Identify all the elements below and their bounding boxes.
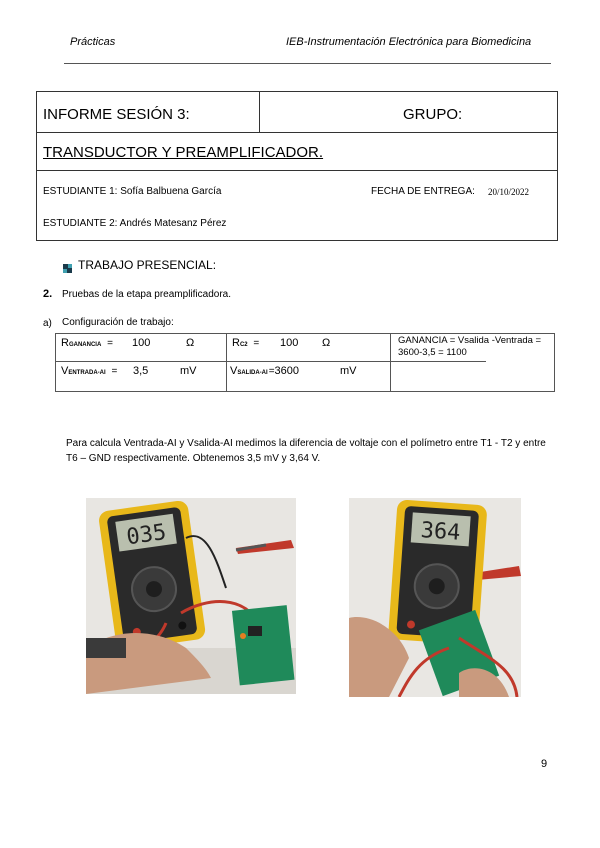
vin-cell <box>61 365 117 377</box>
item-number: 2. <box>43 288 53 300</box>
left-multimeter-photo <box>86 498 296 694</box>
rc2-label: R <box>232 337 240 349</box>
header-left: Prácticas <box>70 36 116 48</box>
header-rule <box>64 63 551 64</box>
r-ganancia-eq: = <box>107 338 113 349</box>
gain-formula: GANANCIA = Vsalida -Ventrada = 3600-3,5 = 1100 <box>398 335 542 358</box>
section-heading: TRABAJO PRESENCIAL: <box>78 258 217 272</box>
vout-label: V <box>230 365 238 377</box>
measurement-paragraph: Para calcula Ventrada-AI y Vsalida-AI medimos la diferencia de voltaje con el polímetro entre T1 - T2 y entre T6 – GND respectivamente. Obtenemos 3,5 mV y 3,64 V. <box>66 438 546 464</box>
rc2-sub: C2 <box>239 342 248 348</box>
rc2-eq: = <box>253 338 260 349</box>
due-label: FECHA DE ENTREGA: <box>371 186 475 197</box>
section-bullet-icon <box>63 260 72 269</box>
r-ganancia-unit: Ω <box>186 337 195 349</box>
student-1: ESTUDIANTE 1: Sofía Balbuena García <box>43 186 222 197</box>
title-row <box>37 92 557 133</box>
r-ganancia-label: R <box>61 337 69 349</box>
config-table <box>55 333 555 392</box>
left-display-reading: 035 <box>125 519 168 551</box>
vout-cell <box>230 365 299 377</box>
due-date: 20/10/2022 <box>488 187 530 197</box>
sub-text: Configuración de trabajo: <box>62 317 174 328</box>
report-subtitle: TRANSDUCTOR Y PREAMPLIFICADOR. <box>43 144 324 161</box>
cfg-vline-2 <box>390 334 391 391</box>
title-divider <box>259 92 260 132</box>
student-2: ESTUDIANTE 2: Andrés Matesanz Pérez <box>43 218 227 229</box>
vout-unit: mV <box>340 365 357 377</box>
rc2-cell <box>232 337 259 349</box>
group-label: GRUPO: <box>403 106 463 123</box>
rc2-value: 100 <box>280 337 299 349</box>
vout-eq: = <box>268 366 275 377</box>
header-right: IEB-Instrumentación Electrónica para Biomedicina <box>286 36 532 48</box>
cfg-vline-1 <box>226 334 227 391</box>
vin-value: 3,5 <box>133 365 149 377</box>
vin-unit: mV <box>180 365 197 377</box>
r-ganancia-sub: GANANCIA <box>68 342 102 348</box>
report-title: INFORME SESIÓN 3: <box>43 106 190 123</box>
right-display-reading: 364 <box>419 518 462 546</box>
sub-letter: a) <box>43 318 52 329</box>
vin-eq: = <box>111 366 118 377</box>
vout-value: 3600 <box>274 365 300 377</box>
rc2-unit: Ω <box>322 337 331 349</box>
subtitle-row <box>37 132 557 171</box>
item-text: Pruebas de la etapa preamplificadora. <box>62 289 231 300</box>
r-ganancia-value: 100 <box>132 337 151 349</box>
right-multimeter-photo <box>349 498 521 697</box>
vout-sub: SALIDA-AI <box>237 370 268 376</box>
report-info-box <box>36 91 558 241</box>
cfg-hline <box>56 361 486 362</box>
page-number: 9 <box>541 758 548 770</box>
vin-label: V <box>61 365 69 377</box>
vin-sub: ENTRADA-AI <box>68 370 106 376</box>
r-ganancia-cell <box>61 337 113 349</box>
